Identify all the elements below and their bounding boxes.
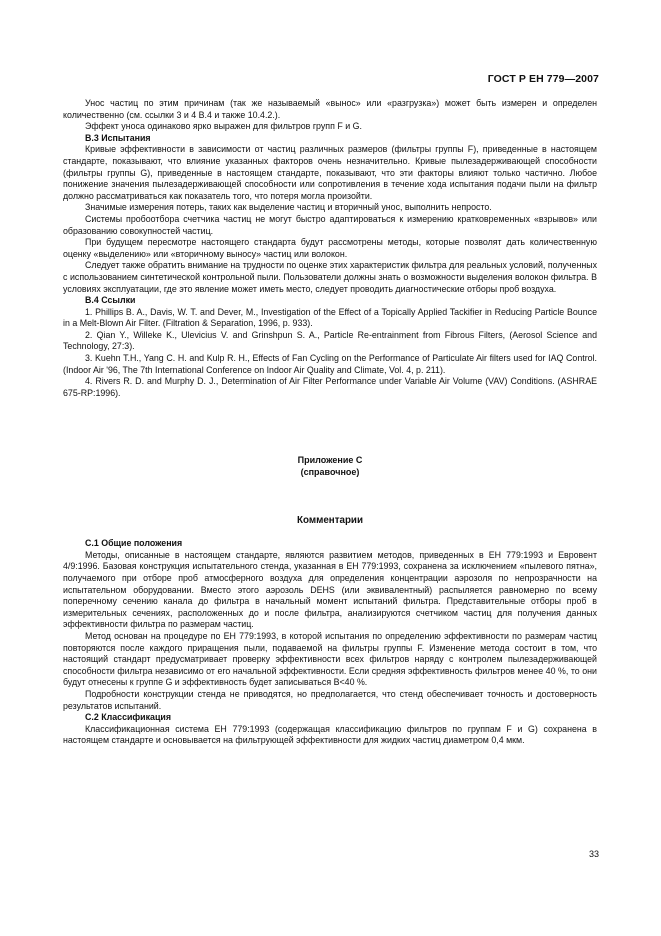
reference-item: 2. Qian Y., Willeke K., Ulevicius V. and Grinshpun S. A., Particle Re-entrainment from Fibrous Filters, (Aerosol Science and Technology, 27:3). — [63, 329, 597, 352]
appendix-heading: Комментарии — [297, 514, 363, 526]
paragraph: Следует также обратить внимание на трудности по оценке этих характеристик фильтра для реальных условий, полученных с использованием синтетической контрольной пыли. Пользователи должны знать о возможности выделения волокон фильтра. В условиях эксплуатации, где это явление может иметь место, следует проводить диагностические отборы проб воздуха. — [63, 260, 597, 294]
page-number: 33 — [588, 849, 599, 859]
section-heading-c2: С.2 Классификация — [85, 712, 171, 723]
paragraph: Методы, описанные в настоящем стандарте, являются развитием методов, приведенных в ЕН 779:1993 и Евровент 4/9:1996. Базовая конструкция испытательного стенда, указанная в ЕН 779:1993, сохранена за исключением «пылевого пятна», получаемого при отборе проб атмосферного воздуха для определения концентрации аэрозоля по непрозрачности на испытательном оборудовании. Вместо этого аэрозоль DEHS (или эквивалентный) распыляется равномерно по всему поперечному сечению канала до фильтра в начальный момент испытаний фильтра. Представительные отборы проб в измерительных сечениях, расположенных до и после фильтра, анализируются счетчиком частиц для получения данных эффективности фильтра по размерам частиц. — [63, 549, 597, 630]
section-heading-c1: С.1 Общие положения — [85, 538, 183, 549]
document-code-header: ГОСТ Р ЕН 779—2007 — [487, 73, 599, 85]
paragraph: При будущем пересмотре настоящего стандарта будут рассмотрены методы, которые позволят дать количественную оценку «выделению» или «вторичному выносу» частиц или волокон. — [63, 237, 597, 259]
reference-item: 3. Kuehn T.H., Yang C. H. and Kulp R. H., Effects of Fan Cycling on the Performance of Particulate Air filters used for IAQ Control. (Indoor Air '96, The 7th International Conference on Indoor Air Quality and Climate, Vol. 4, p. 211). — [63, 353, 597, 375]
paragraph: Значимые измерения потерь, таких как выделение частиц и вторичный унос, выполнить непросто. — [85, 202, 492, 213]
paragraph: Классификационная система ЕН 779:1993 (содержащая классификацию фильтров по группам F и G) сохранена в настоящем стандарте и основывается на фильтрующей эффективности для жидких частиц диаметром 0,4 мкм. — [63, 723, 597, 746]
reference-item: 4. Rivers R. D. and Murphy D. J., Determination of Air Filter Performance under Variable Air Volume (VAV) Conditions. (ASHRAE 675-RP:1996). — [63, 376, 597, 398]
paragraph: Унос частиц по этим причинам (так же называемый «вынос» или «разгрузка») может быть измерен и определен количественно (см. ссылки 3 и 4 В.4 и также 10.4.2.). — [63, 98, 597, 120]
reference-item: 1. Phillips B. A., Davis, W. T. and Dever, M., Investigation of the Effect of a Topically Applied Tackifier in Reducing Particle Bounce in a Melt-Blown Air Filter. (Filtration & Separation, 1996, p. 933). — [63, 306, 597, 329]
paragraph: Метод основан на процедуре по ЕН 779:1993, в которой испытания по определению эффективности по размерам частиц повторяются после каждого приращения пыли, подаваемой на фильтры группы F. Изменение метода состоит в том, что настоящий стандарт предусматривает проверку эффективности всех фильтров наряду с контролем пылезадерживающей способности фильтра независимо от его начальной эффективности. Если средняя эффективность фильтров менее 40 %, то они будут отнесены к группе G и эффективность будет записываться В<40 %. — [63, 630, 597, 688]
paragraph: Подробности конструкции стенда не приводятся, но предполагается, что стенд обеспечивает точность и достоверность результатов испытаний. — [63, 688, 597, 711]
paragraph: Системы пробоотбора счетчика частиц не могут быстро адаптироваться к измерению кратковременных «взрывов» или образованию совокупностей частиц. — [63, 213, 597, 236]
section-heading-b3: В.3 Испытания — [85, 132, 151, 143]
page-body — [63, 98, 597, 747]
section-heading-b4: В.4 Ссылки — [85, 295, 136, 306]
paragraph: Эффект уноса одинаково ярко выражен для фильтров групп F и G. — [85, 121, 362, 132]
appendix-title: Приложение С — [297, 455, 363, 466]
paragraph: Кривые эффективности в зависимости от частиц различных размеров (фильтры группы F), приведенные в настоящем стандарте, показывают, что влияние указанных факторов очень незначительно. Кривые пылезадерживающей способности (фильтры группы G), приведенные в настоящем стандарте, показывают, что эти факторы влияют только частично. Любое понижение значения пылезадерживающей способности или сопротивления в течение хода испытания подачи пыли на фильтр должно рассматриваться как показатель того, что потеря могла произойти. — [63, 144, 597, 201]
appendix-subtitle: (справочное) — [300, 467, 360, 478]
